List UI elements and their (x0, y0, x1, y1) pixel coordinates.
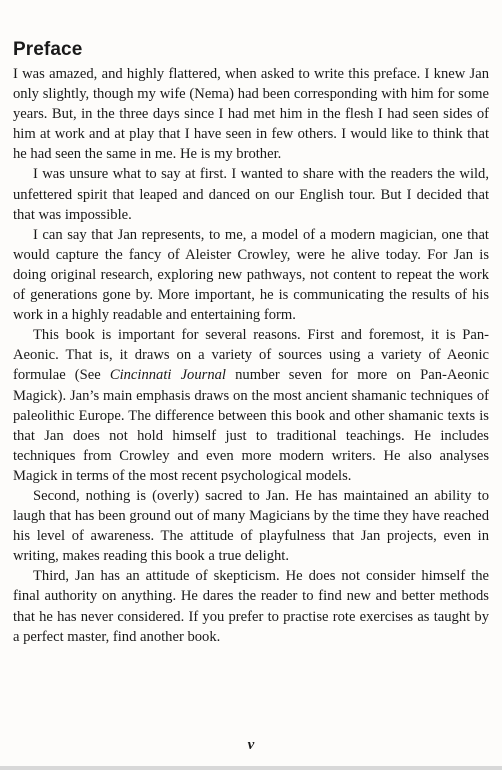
paragraph-2: I was unsure what to say at first. I wanted to share with the readers the wild, unfettered spirit that leaped and danced on our English tour. But I decided that that was impossible. (13, 166, 489, 223)
paragraph-6: Third, Jan has an attitude of skepticism. He does not consider himself the final authority on anything. He dares the reader to find new and better methods that he has never considered. If you prefer to practise rote exercises as taught by a perfect master, find another book. (13, 568, 489, 645)
paragraph-5: Second, nothing is (overly) sacred to Jan. He has maintained an ability to laugh that has been ground out of many Magicians by the time they have reached his level of awareness. The attitude of playfulness that Jan projects, even in writing, makes reading this book a true delight. (13, 487, 489, 565)
paragraph-1: I was amazed, and highly flattered, when asked to write this preface. I knew Jan only slightly, though my wife (Nema) had been corresponding with him for some years. But, in the three days since I had met him in the flesh I had seen sides of him at work and at play that I have seen in few others. I would like to think that he had seen the same in me. He is my brother. (13, 66, 489, 163)
paragraph-3: I can say that Jan represents, to me, a model of a modern magician, one that would capture the fancy of Aleister Crowley, were he alive today. For Jan is doing original research, exploring new pathways, not content to repeat the work of generations gone by. More important, he is communicating the results of his work in a highly readable and entertaining form. (13, 226, 489, 324)
bottom-edge (0, 766, 502, 770)
journal-title: Cincinnati Journal (109, 367, 226, 384)
paragraph-4-text-a: This book is important for several reasons. First and foremost, it is Pan-Aeonic. That is, it draws on a variety of sources using a variety of Aeonic formulae (See (13, 327, 489, 384)
page-number: v (247, 737, 255, 753)
paragraph-4 (13, 325, 489, 486)
paragraph-4-text-b: number seven for more on Pan-Aeonic Magick). Jan’s main emphasis draws on the most ancient shamanic techniques of paleolithic Europe. The difference between this book and other shamanic texts is that Jan does not hold himself just to traditional teachings. He includes techniques from Crowley and even more modern writers. He also analyses Magick in terms of the most recent psychological models. (13, 367, 489, 484)
text-block (13, 38, 489, 647)
page-title: Preface (13, 39, 83, 60)
